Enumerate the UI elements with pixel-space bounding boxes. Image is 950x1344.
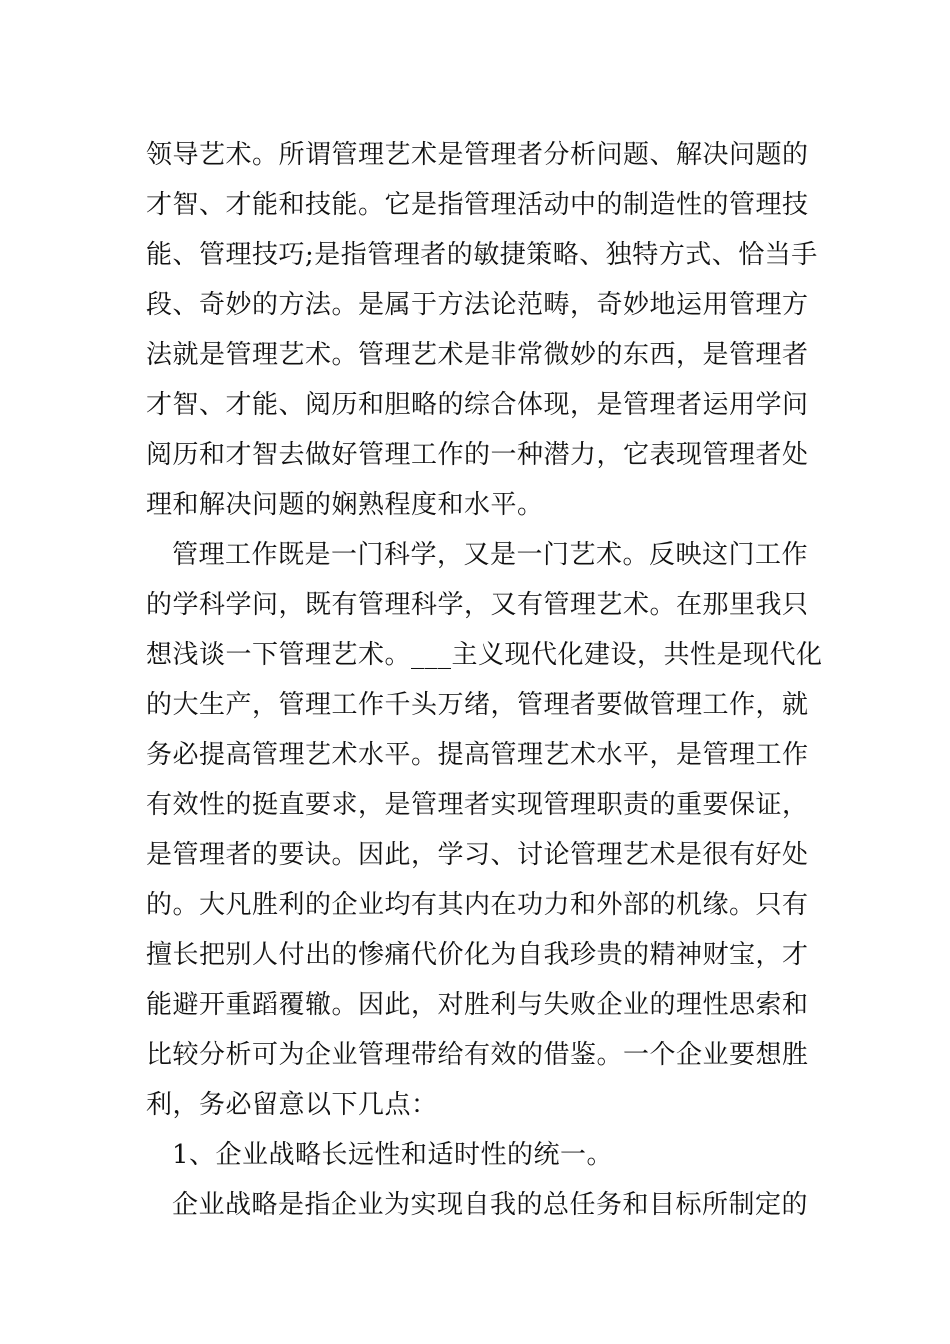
- text-line: 领导艺术。所谓管理艺术是管理者分析问题、解决问题的: [146, 140, 809, 170]
- text-line: 理和解决问题的娴熟程度和水平。: [146, 490, 544, 520]
- text-line: 能、管理技巧;是指管理者的敏捷策略、独特方式、恰当手: [146, 240, 818, 270]
- document-body: [146, 130, 823, 1230]
- text-line: 的学科学问，既有管理科学，又有管理艺术。在那里我只: [146, 590, 809, 620]
- text-line: 法就是管理艺术。管理艺术是非常微妙的东西，是管理者: [146, 340, 809, 370]
- text-line: 才智、才能、阅历和胆略的综合体现，是管理者运用学问: [146, 390, 809, 420]
- paragraph-4: [146, 1180, 809, 1230]
- list-item-heading: 1、企业战略长远性和适时性的统一。: [172, 1140, 614, 1170]
- paragraph-1: [146, 130, 818, 530]
- text-line: 才智、才能和技能。它是指管理活动中的制造性的管理技: [146, 190, 809, 220]
- text-line: 阅历和才智去做好管理工作的一种潜力，它表现管理者处: [146, 440, 809, 470]
- text-line: 段、奇妙的方法。是属于方法论范畴，奇妙地运用管理方: [146, 290, 809, 320]
- text-line: 管理工作既是一门科学，又是一门艺术。反映这门工作: [172, 540, 809, 570]
- text-line: 企业战略是指企业为实现自我的总任务和目标所制定的: [172, 1190, 809, 1220]
- text-line: 利，务必留意以下几点：: [146, 1090, 438, 1120]
- text-line: 是管理者的要诀。因此，学习、讨论管理艺术是很有好处: [146, 840, 809, 870]
- text-line: 的。大凡胜利的企业均有其内在功力和外部的机缘。只有: [146, 890, 809, 920]
- text-line: 务必提高管理艺术水平。提高管理艺术水平，是管理工作: [146, 740, 809, 770]
- text-line: 的大生产，管理工作千头万绪，管理者要做管理工作，就: [146, 690, 809, 720]
- text-line: 能避开重蹈覆辙。因此，对胜利与失败企业的理性思索和: [146, 990, 809, 1020]
- paragraph-3: [146, 1130, 806, 1180]
- text-line: 有效性的挺直要求，是管理者实现管理职责的重要保证，: [146, 790, 809, 820]
- text-line: 想浅谈一下管理艺术。___主义现代化建设，共性是现代化: [146, 640, 823, 670]
- text-line: 擅长把别人付出的惨痛代价化为自我珍贵的精神财宝，才: [146, 940, 809, 970]
- paragraph-2: [146, 530, 823, 1130]
- text-line: 比较分析可为企业管理带给有效的借鉴。一个企业要想胜: [146, 1040, 809, 1070]
